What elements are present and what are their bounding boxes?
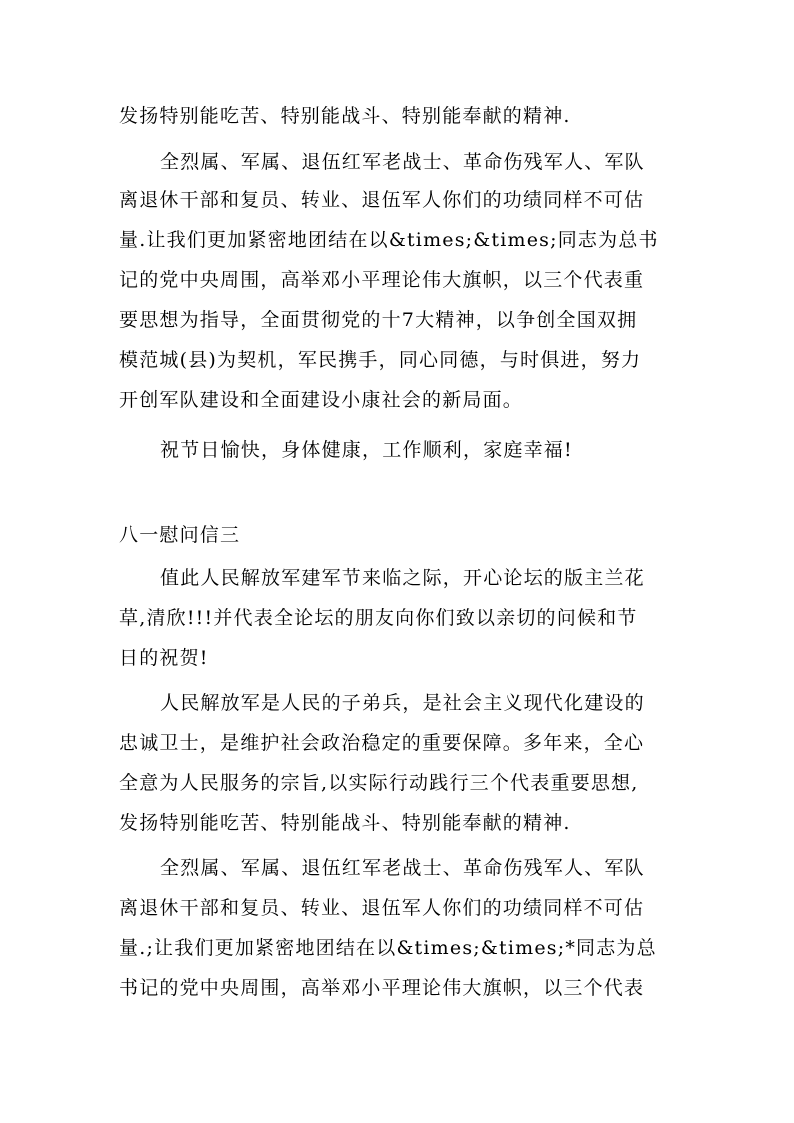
paragraph-line: 日的祝贺! <box>119 647 209 669</box>
paragraph-line: 祝节日愉快，身体健康，工作顺利，家庭幸福! <box>160 439 573 461</box>
paragraph-line: 发扬特别能吃苦、特别能战斗、特别能奉献的精神. <box>119 812 571 834</box>
section-heading: 八一慰问信三 <box>119 524 241 546</box>
paragraph-line: 离退休干部和复员、转业、退伍军人你们的功绩同样不可估 <box>119 897 645 919</box>
paragraph-line: 发扬特别能吃苦、特别能战斗、特别能奉献的精神. <box>119 105 571 127</box>
paragraph-line: 记的党中央周围，高举邓小平理论伟大旗帜，以三个代表重 <box>119 269 645 291</box>
paragraph-line: 离退休干部和复员、转业、退伍军人你们的功绩同样不可估 <box>119 189 645 211</box>
paragraph-line: 忠诚卫士，是维护社会政治稳定的重要保障。多年来，全心 <box>119 732 645 754</box>
paragraph-line: 书记的党中央周围，高举邓小平理论伟大旗帜，以三个代表 <box>119 977 645 999</box>
paragraph-line: 开创军队建设和全面建设小康社会的新局面。 <box>119 389 524 411</box>
paragraph-line: 人民解放军是人民的子弟兵，是社会主义现代化建设的 <box>160 692 645 714</box>
paragraph-line: 值此人民解放军建军节来临之际，开心论坛的版主兰花 <box>160 567 645 589</box>
paragraph-line: 全意为人民服务的宗旨,以实际行动践行三个代表重要思想, <box>119 772 639 794</box>
paragraph-line: 全烈属、军属、退伍红军老战士、革命伤残军人、军队 <box>160 857 645 879</box>
paragraph-line: 草,清欣!!!并代表全论坛的朋友向你们致以亲切的问候和节 <box>119 607 638 629</box>
paragraph-line: 要思想为指导，全面贯彻党的十7大精神，以争创全国双拥 <box>119 309 638 331</box>
paragraph-line: 模范城(县)为契机，军民携手，同心同德，与时俱进，努力 <box>119 349 642 371</box>
paragraph-line: 量.;让我们更加紧密地团结在以&times;&times;*同志为总 <box>119 937 657 959</box>
paragraph-line: 全烈属、军属、退伍红军老战士、革命伤残军人、军队 <box>160 151 645 173</box>
paragraph-line: 量.让我们更加紧密地团结在以&times;&times;同志为总书 <box>119 229 659 251</box>
